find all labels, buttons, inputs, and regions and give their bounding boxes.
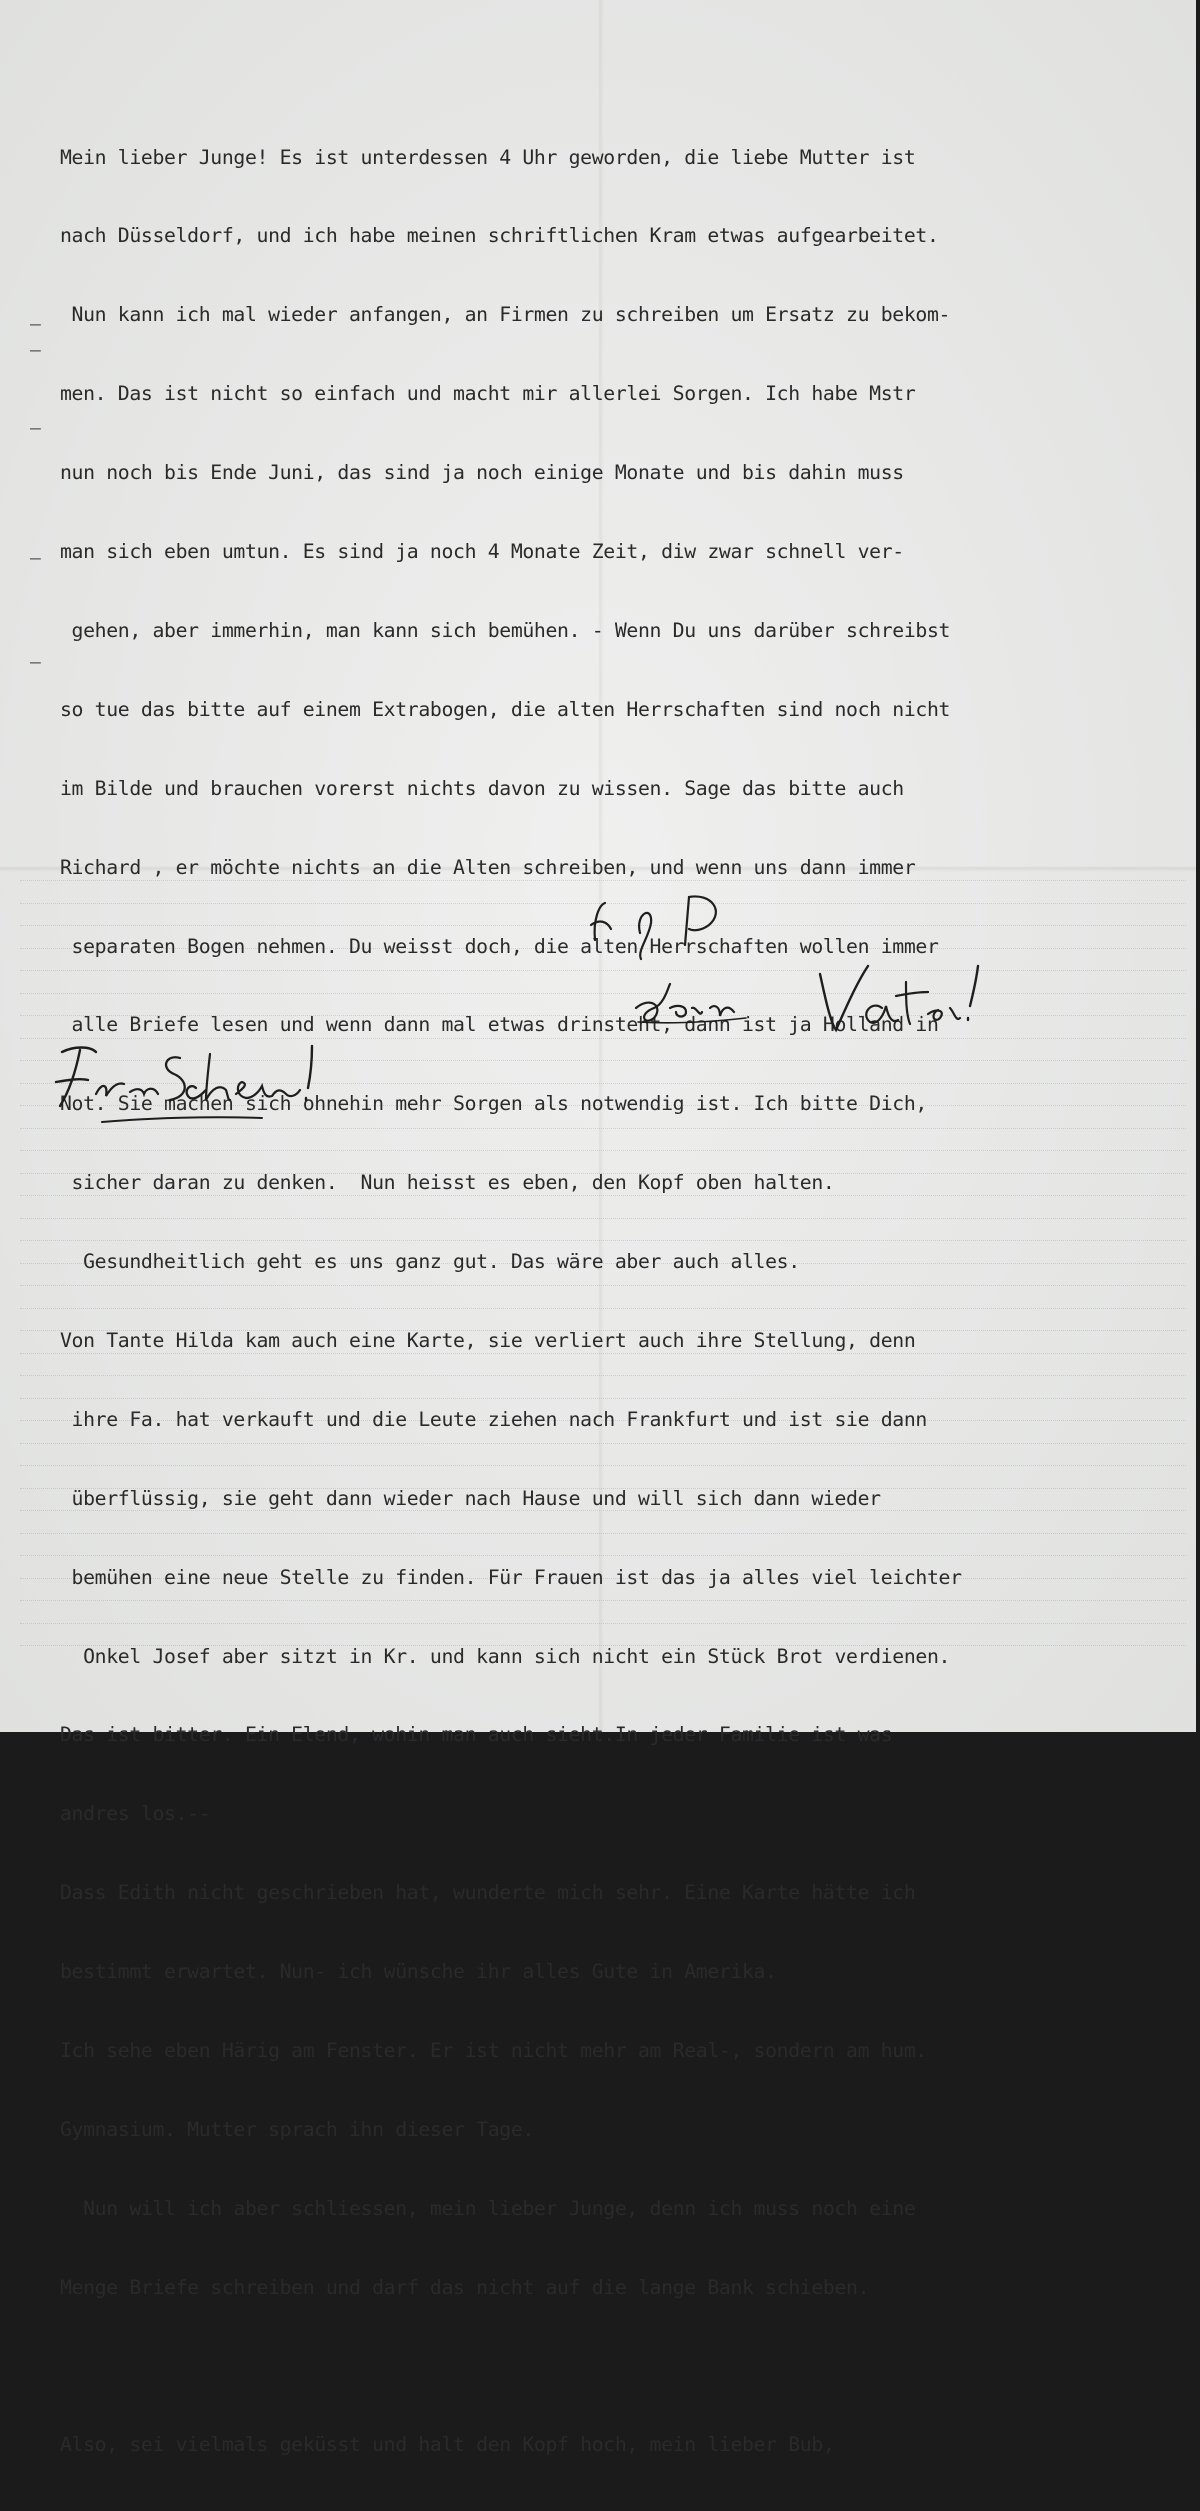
- letter-line: so tue das bitte auf einem Extrabogen, die alten Herrschaften sind noch nicht: [60, 697, 951, 721]
- margin-mark: –: [30, 548, 41, 569]
- letter-line: men. Das ist nicht so einfach und macht mir allerlei Sorgen. Ich habe Mstr: [60, 382, 916, 406]
- margin-mark: –: [30, 314, 41, 335]
- letter-line: Gesundheitlich geht es uns ganz gut. Das wäre aber auch alles.: [60, 1250, 800, 1274]
- letter-line: nach Düsseldorf, und ich habe meinen schriftlichen Kram etwas aufgearbeitet.: [60, 224, 939, 248]
- letter-line: Not. Sie machen sich ohnehin mehr Sorgen als notwendig ist. Ich bitte Dich,: [60, 1092, 927, 1116]
- margin-mark: –: [30, 418, 41, 439]
- letter-line: separaten Bogen nehmen. Du weisst doch, die alten Herrschaften wollen immer: [60, 934, 939, 958]
- blank-line: [60, 2354, 1190, 2380]
- letter-line: überflüssig, sie geht dann wieder nach Hause und will sich dann wieder: [60, 1486, 881, 1510]
- letter-line: sicher daran zu denken. Nun heisst es eben, den Kopf oben halten.: [60, 1171, 835, 1195]
- letter-line: Onkel Josef aber sitzt in Kr. und kann sich nicht ein Stück Brot verdienen.: [60, 1644, 951, 1668]
- letter-line: nun noch bis Ende Juni, das sind ja noch einige Monate und bis dahin muss: [60, 461, 904, 485]
- letter-line: alle Briefe lesen und wenn dann mal etwas drinsteht, dann ist ja Holland in: [60, 1013, 939, 1037]
- handwritten-initials: [585, 885, 735, 965]
- handwritten-vater: [810, 952, 990, 1047]
- letter-line: man sich eben umtun. Es sind ja noch 4 Monate Zeit, diw zwar schnell ver-: [60, 540, 904, 564]
- letter-line: bemühen eine neue Stelle zu finden. Für Frauen ist das ja alles viel leichter: [60, 1565, 962, 1589]
- margin-mark: –: [30, 652, 41, 673]
- letter-line: Von Tante Hilda kam auch eine Karte, sie verliert auch ihre Stellung, denn: [60, 1328, 916, 1352]
- letter-line: Nun will ich aber schliessen, mein lieber Junge, denn ich muss noch eine: [60, 2196, 916, 2220]
- letter-line: Gymnasium. Mutter sprach ihn dieser Tage.: [60, 2117, 534, 2141]
- letter-line: andres los.--: [60, 1802, 211, 1826]
- letter-line: Nun kann ich mal wieder anfangen, an Firmen zu schreiben um Ersatz zu bekom-: [60, 303, 951, 327]
- letter-line: bestimmt erwartet. Nun- ich wünsche ihr alles Gute in Amerika.: [60, 1960, 777, 1984]
- letter-line: Dass Edith nicht geschrieben hat, wunderte mich sehr. Eine Karte hätte ich: [60, 1881, 916, 1905]
- letter-line: Mein lieber Junge! Es ist unterdessen 4 Uhr geworden, die liebe Mutter ist: [60, 145, 916, 169]
- letter-body: [60, 92, 1190, 2511]
- letter-line: Ich sehe eben Härig am Fenster. Er ist nicht mehr am Real-, sondern am hum.: [60, 2038, 927, 2062]
- letter-line: ihre Fa. hat verkauft und die Leute ziehen nach Frankfurt und ist sie dann: [60, 1407, 927, 1431]
- letter-line: Menge Briefe schreiben und darf das nicht auf die lange Bank schieben.: [60, 2275, 870, 2299]
- letter-line: im Bilde und brauchen vorerst nichts davon zu wissen. Sage das bitte auch: [60, 776, 904, 800]
- margin-mark: –: [30, 340, 41, 361]
- handwritten-dein: [630, 978, 760, 1038]
- letter-line: Richard , er möchte nichts an die Alten schreiben, und wenn uns dann immer: [60, 855, 916, 879]
- letter-line: gehen, aber immerhin, man kann sich bemühen. - Wenn Du uns darüber schreibst: [60, 618, 951, 642]
- letter-line: Das ist bitter. Ein Elend, wohin man auch sieht.In jeder Familie ist was: [60, 1723, 893, 1747]
- letter-line: Also, sei vielmals geküsst und halt den Kopf hoch, mein lieber Bub,: [60, 2433, 835, 2457]
- handwritten-note: [50, 1038, 350, 1128]
